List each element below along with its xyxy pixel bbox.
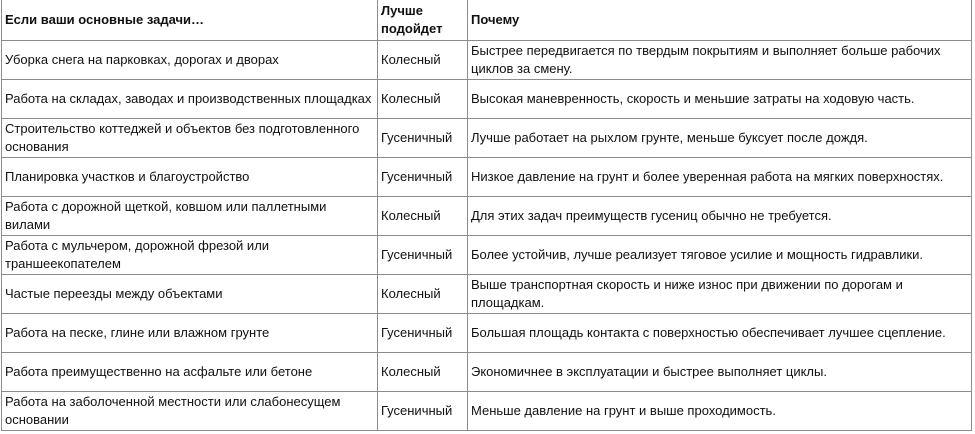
comparison-table [1, 0, 972, 431]
task-cell: Работа на песке, глине или влажном грунте [2, 313, 378, 352]
header-why: Почему [468, 0, 972, 40]
task-cell: Работа преимущественно на асфальте или бетоне [2, 352, 378, 391]
table-row [2, 313, 972, 352]
best-cell: Гусеничный [378, 235, 468, 274]
table-row [2, 274, 972, 313]
best-cell: Гусеничный [378, 391, 468, 430]
task-cell: Работа на складах, заводах и производственных площадках [2, 79, 378, 118]
task-cell: Работа на заболоченной местности или слабонесущем основании [2, 391, 378, 430]
table-row [2, 352, 972, 391]
table-row [2, 40, 972, 79]
why-cell: Низкое давление на грунт и более уверенная работа на мягких поверхностях. [468, 157, 972, 196]
header-task: Если ваши основные задачи… [2, 0, 378, 40]
task-cell: Частые переезды между объектами [2, 274, 378, 313]
table-row [2, 391, 972, 430]
why-cell: Быстрее передвигается по твердым покрытиям и выполняет больше рабочих циклов за смену. [468, 40, 972, 79]
why-cell: Экономичнее в эксплуатации и быстрее выполняет циклы. [468, 352, 972, 391]
best-cell: Колесный [378, 40, 468, 79]
why-cell: Более устойчив, лучше реализует тяговое усилие и мощность гидравлики. [468, 235, 972, 274]
table-row [2, 118, 972, 157]
best-cell: Гусеничный [378, 157, 468, 196]
task-cell: Уборка снега на парковках, дорогах и дворах [2, 40, 378, 79]
task-cell: Работа с мульчером, дорожной фрезой или траншеекопателем [2, 235, 378, 274]
best-cell: Колесный [378, 352, 468, 391]
table-row [2, 235, 972, 274]
why-cell: Высокая маневренность, скорость и меньшие затраты на ходовую часть. [468, 79, 972, 118]
task-cell: Строительство коттеджей и объектов без подготовленного основания [2, 118, 378, 157]
best-cell: Колесный [378, 274, 468, 313]
why-cell: Большая площадь контакта с поверхностью обеспечивает лучшее сцепление. [468, 313, 972, 352]
why-cell: Лучше работает на рыхлом грунте, меньше буксует после дождя. [468, 118, 972, 157]
header-row [2, 0, 972, 40]
why-cell: Для этих задач преимуществ гусениц обычно не требуется. [468, 196, 972, 235]
best-cell: Колесный [378, 196, 468, 235]
task-cell: Работа с дорожной щеткой, ковшом или паллетными вилами [2, 196, 378, 235]
header-best: Лучше подойдет [378, 0, 468, 40]
task-cell: Планировка участков и благоустройство [2, 157, 378, 196]
table-row [2, 196, 972, 235]
why-cell: Меньше давление на грунт и выше проходимость. [468, 391, 972, 430]
best-cell: Гусеничный [378, 313, 468, 352]
best-cell: Гусеничный [378, 118, 468, 157]
table-row [2, 79, 972, 118]
best-cell: Колесный [378, 79, 468, 118]
table-row [2, 157, 972, 196]
why-cell: Выше транспортная скорость и ниже износ при движении по дорогам и площадкам. [468, 274, 972, 313]
